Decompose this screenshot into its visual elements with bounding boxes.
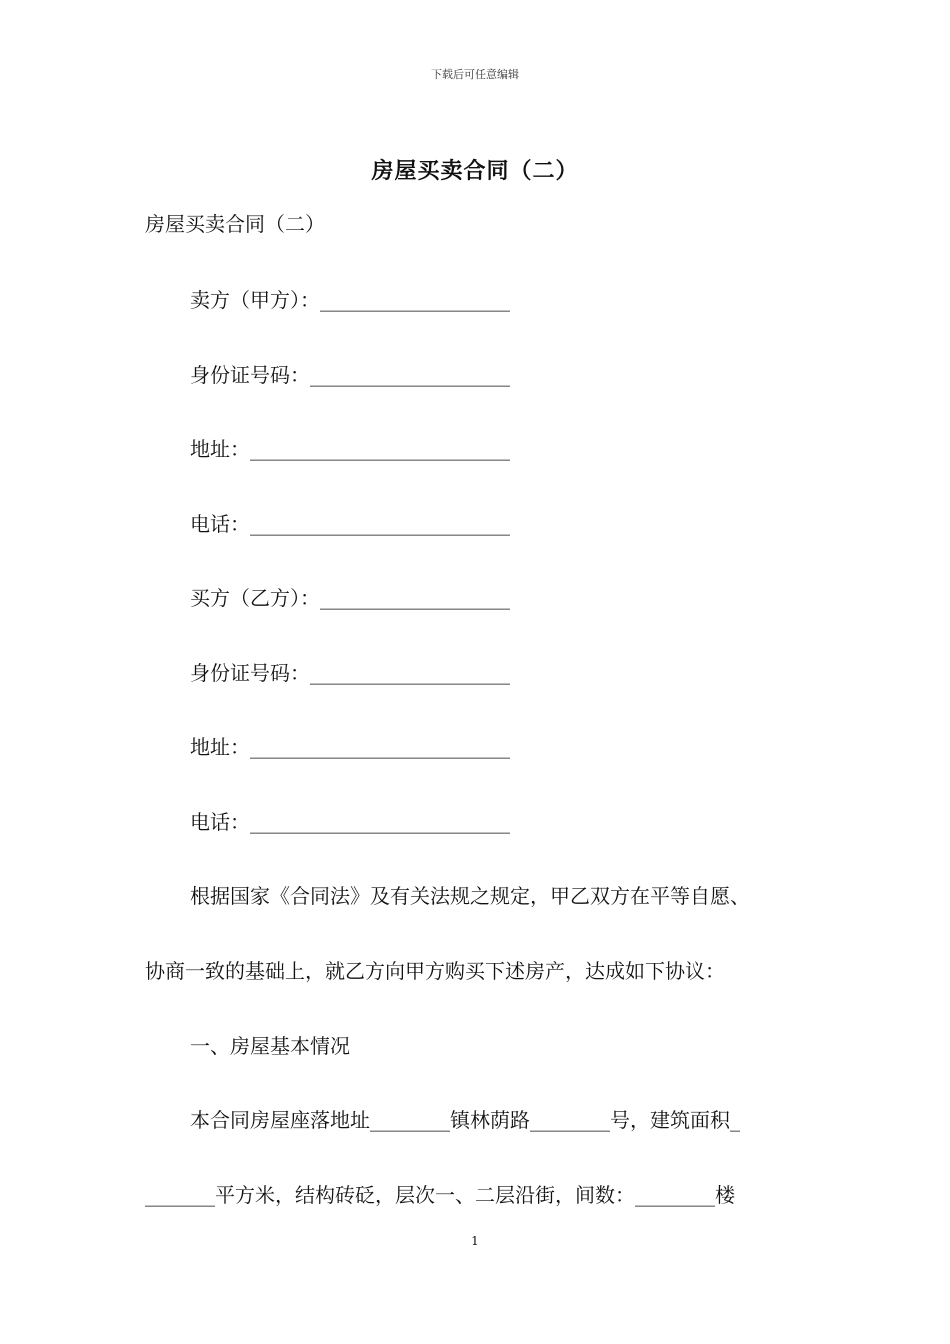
section1-line-2: _______平方米，结构砖砭，层次一、二层沿街，间数：________楼	[145, 1183, 735, 1207]
buyer-label-line: 买方（乙方）：___________________	[190, 586, 510, 610]
page-number: 1	[471, 1234, 479, 1248]
preamble-line-2: 协商一致的基础上，就乙方向甲方购买下述房产，达成如下协议：	[145, 959, 725, 983]
document-subtitle: 房屋买卖合同（二）	[145, 212, 325, 236]
page-header-note: 下载后可任意编辑	[431, 68, 519, 81]
seller-address-line: 地址：__________________________	[190, 437, 510, 461]
buyer-address-line: 地址：__________________________	[190, 735, 510, 759]
buyer-phone-line: 电话：__________________________	[190, 810, 510, 834]
seller-id-line: 身份证号码：____________________	[190, 363, 510, 387]
section1-line-1: 本合同房屋座落地址________镇林荫路________号，建筑面积_	[190, 1108, 740, 1132]
section1-heading: 一、房屋基本情况	[190, 1034, 350, 1058]
seller-label-line: 卖方（甲方）：___________________	[190, 288, 510, 312]
document-title: 房屋买卖合同（二）	[371, 158, 579, 184]
buyer-id-line: 身份证号码：____________________	[190, 661, 510, 685]
preamble-line-1: 根据国家《合同法》及有关法规之规定，甲乙双方在平等自愿、	[190, 884, 750, 908]
seller-phone-line: 电话：__________________________	[190, 512, 510, 536]
